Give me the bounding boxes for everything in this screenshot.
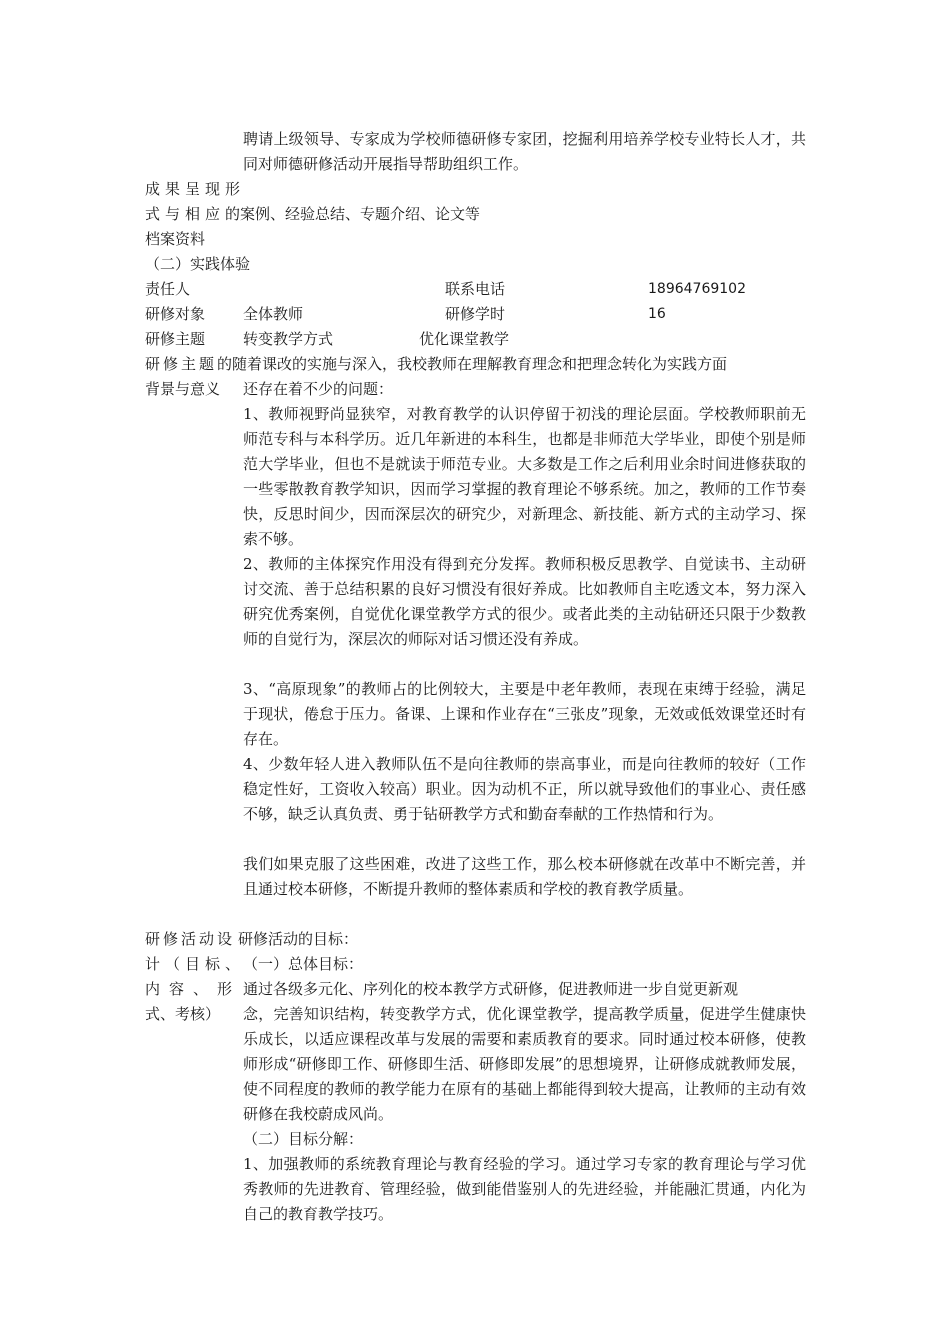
- phone-value: 18964769102: [648, 281, 746, 297]
- design-label-3: 内容、形: [145, 980, 242, 998]
- background-point-2: 2、教师的主体探究作用没有得到充分发挥。教师积极反思教学、自觉读书、主动研讨交流、善于总结积累的良好习惯没有很好养成。比如教师自主吃透文本，努力深入研究优秀案例，自觉优化课堂教学方式的很少。或者此类的主动钻研还只限于少数教师的自觉行为，深层次的师际对话习惯还没有养成。: [243, 555, 806, 648]
- result-form-label-1: 成果呈现形: [145, 180, 246, 198]
- background-point-1: 1、教师视野尚显狭窄，对教育教学的认识停留于初浅的理论层面。学校教师职前无师范专科与本科学历。近几年新进的本科生，也都是非师范大学毕业，即使个别是师范大学毕业，但也不是就读于师范专业。大多数是工作之后利用业余时间进修获取的一些零散教育教学知识，因而学习掌握的教育理论不够系统。加之，教师的工作节奏快，反思时间少，因而深层次的研究少，对新理念、新技能、新方式的主动学习、探索不够。: [243, 405, 806, 548]
- theme-value-2: 优化课堂教学: [419, 330, 510, 348]
- top-paragraph: 聘请上级领导、专家成为学校师德研修专家团，挖掘利用培养学校专业特长人才，共同对师德研修活动开展指导帮助组织工作。: [243, 130, 806, 173]
- responsible-label: 责任人: [145, 280, 191, 298]
- design-line-1: 研修活动的目标：: [238, 930, 359, 948]
- breakdown-heading: （二）目标分解：: [243, 1130, 364, 1148]
- hours-label: 研修学时: [445, 305, 506, 323]
- background-point-3: 3、“高原现象”的教师占的比例较大，主要是中老年教师，表现在束缚于经验，满足于现状，倦怠于压力。备课、上课和作业存在“三张皮”现象，无效或低效课堂还时有存在。: [243, 680, 806, 748]
- section-heading: （二）实践体验: [145, 255, 251, 273]
- design-line-2: （一）总体目标：: [243, 955, 364, 973]
- phone-label: 联系电话: [445, 280, 506, 298]
- result-form-row-2: [145, 202, 480, 227]
- background-label-2: 背景与意义: [145, 380, 221, 398]
- target-value: 全体教师: [243, 305, 304, 323]
- result-form-value: 的案例、经验总结、专题介绍、论文等: [225, 205, 481, 223]
- background-point-4: 4、少数年轻人进入教师队伍不是向往教师的崇高事业，而是向往教师的较好（工作稳定性好，工资收入较高）职业。因为动机不正，所以就导致他们的事业心、责任感不够，缺乏认真负责、勇于钻研教学方式和勤奋奉献的工作热情和行为。: [243, 755, 806, 823]
- target-label: 研修对象: [145, 305, 206, 323]
- background-intro-1: 随着课改的实施与深入，我校教师在理解教育理念和把理念转化为实践方面: [232, 355, 728, 373]
- result-form-label-3: 档案资料: [145, 230, 206, 248]
- design-label-1: 研修活动设: [145, 930, 236, 948]
- background-intro-2: 还存在着不少的问题：: [243, 380, 394, 398]
- breakdown-item-1: 1、加强教师的系统教育理论与教育经验的学习。通过学习专家的教育理论与学习优秀教师的先进教育、管理经验，做到能借鉴别人的先进经验，并能融汇贯通，内化为自己的教育教学技巧。: [243, 1155, 806, 1223]
- overall-goal-rest: 念，完善知识结构，转变教学方式，优化课堂教学，提高教学质量，促进学生健康快乐成长，以适应课程改革与发展的需要和素质教育的要求。同时通过校本研修，使教师形成“研修即工作、研修即生活、研修即发展”的思想境界，让研修成就教师发展，使不同程度的教师的教学能力在原有的基础上都能得到较大提高，让教师的主动有效研修在我校蔚成风尚。: [243, 1005, 806, 1123]
- theme-value-1: 转变教学方式: [243, 330, 334, 348]
- design-label-2: 计（目标、: [145, 955, 246, 973]
- result-form-label-2: 式与相应: [145, 205, 226, 223]
- hours-value: 16: [648, 306, 666, 322]
- design-label-4: 式、考核）: [145, 1005, 221, 1023]
- background-conclusion: 我们如果克服了这些困难，改进了这些工作，那么校本研修就在改革中不断完善，并且通过校本研修，不断提升教师的整体素质和学校的教育教学质量。: [243, 855, 806, 898]
- overall-goal-first-line: 通过各级多元化、序列化的校本教学方式研修，促进教师进一步自觉更新观: [243, 980, 739, 998]
- background-label-1: 研修主题的: [145, 355, 236, 373]
- theme-label: 研修主题: [145, 330, 206, 348]
